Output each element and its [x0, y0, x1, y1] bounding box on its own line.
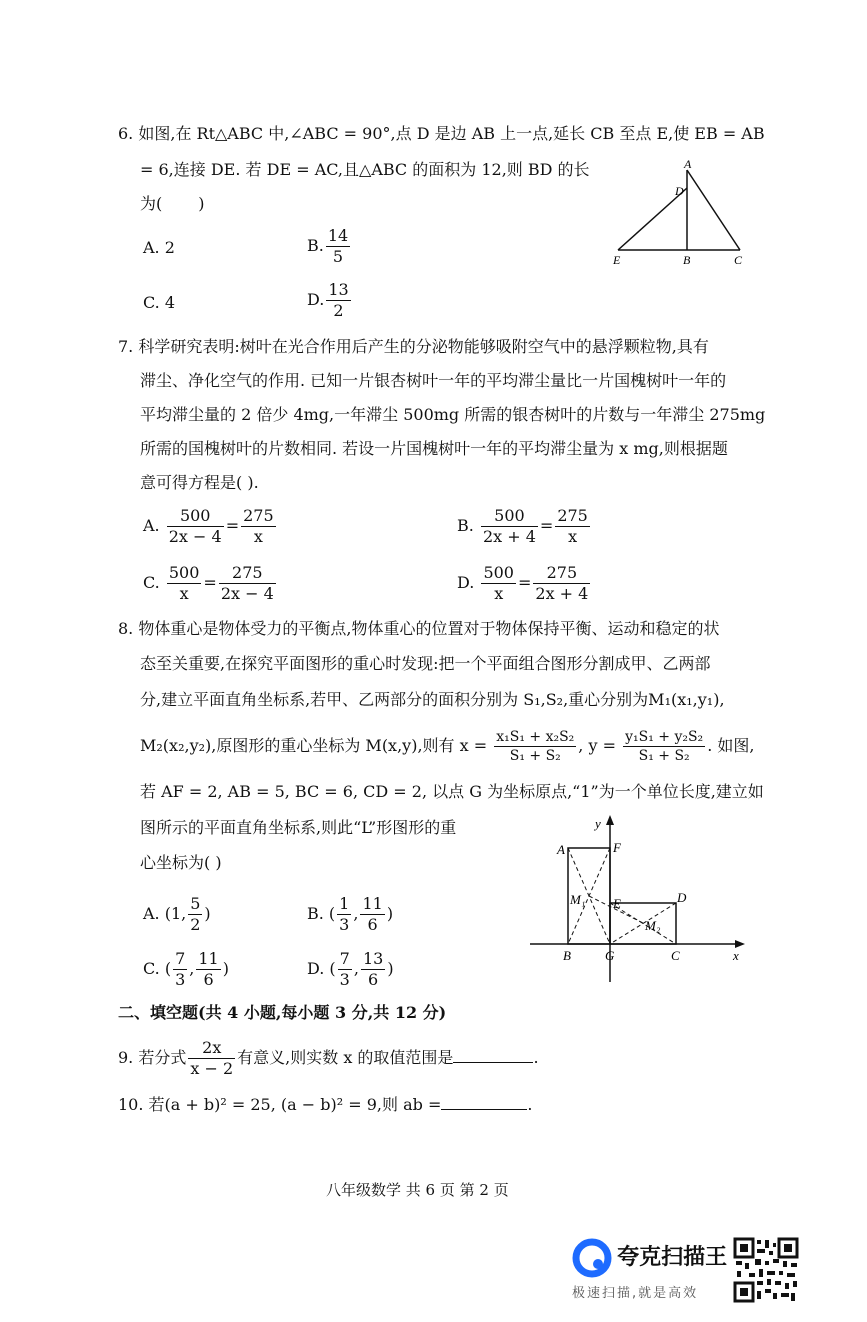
q6-option-b: B. $\frac{14}{5}$	[307, 226, 349, 266]
q8-line5: 若 AF = 2, AB = 5, BC = 6, CD = 2, 以点 G 为坐标原点,“1”为一个单位长度,建立如	[140, 782, 764, 801]
q8-label-e: E	[613, 896, 621, 911]
q7-line5: 意可得方程是( ).	[140, 473, 259, 492]
quark-logo-icon	[572, 1238, 612, 1278]
q8-label-d: D	[677, 890, 687, 905]
q6-label-b: B	[683, 253, 691, 267]
q6-option-a: A. 2	[143, 238, 175, 257]
q8-option-c: C. ( $\frac{7}{3}$ , $\frac{11}{6}$ )	[143, 949, 229, 989]
q8-line3: 分,建立平面直角坐标系,若甲、乙两部分的面积分别为 S₁,S₂,重心分别为M₁(x₁,y₁),	[140, 690, 725, 709]
q7-option-c: C. $\frac{500}{x}$ = $\frac{275}{2x - 4}$	[143, 563, 274, 603]
watermark-slogan: 极速扫描,就是高效	[572, 1286, 699, 1301]
q8-line4: M₂(x₂,y₂),原图形的重心坐标为 M(x,y),则有 x = $\frac{\text{x₁S₁ + x₂S₂}}{\text{S₁ + S₂}}$ , y = $\frac{\text{y₁S₁ + y₂S₂}}{\text{S₁ + S₂}}$ . 如图,	[140, 729, 755, 764]
q6-label-e: E	[613, 253, 621, 267]
q8-line6: 图所示的平面直角坐标系,则此“L”形图形的重	[140, 818, 457, 837]
q6-option-d: D. $\frac{13}{2}$	[307, 280, 349, 320]
q7-line4: 所需的国槐树叶的片数相同. 若设一片国槐树叶一年的平均滞尘量为 x mg,则根据题	[140, 439, 728, 458]
q7-option-a: A. $\frac{500}{2x - 4}$ = $\frac{275}{x}$	[143, 506, 274, 546]
q8-option-a: A. (1, $\frac{5}{2}$ )	[143, 894, 211, 934]
q8-line2: 态至关重要,在探究平面图形的重心时发现:把一个平面组合图形分割成甲、乙两部	[140, 654, 711, 673]
q7-option-b: B. $\frac{500}{2x + 4}$ = $\frac{275}{x}$	[457, 506, 588, 546]
q6-line2: = 6,连接 DE. 若 DE = AC,且△ABC 的面积为 12,则 BD 的长	[140, 160, 590, 179]
q6-option-c: C. 4	[143, 293, 176, 312]
q8-line1: 8. 物体重心是物体受力的平衡点,物体重心的位置对于物体保持平衡、运动和稳定的状	[118, 619, 720, 638]
q7-line3: 平均滞尘量的 2 倍少 4mg,一年滞尘 500mg 所需的银杏树叶的片数与一年滞尘 275mg	[140, 405, 766, 424]
q8-label-f: F	[613, 840, 621, 855]
q8-line7: 心坐标为( )	[140, 853, 222, 872]
q8-option-d: D. ( $\frac{7}{3}$ , $\frac{13}{6}$ )	[307, 949, 394, 989]
q6-label-d: D	[675, 184, 684, 198]
q8-label-m1: M₁	[570, 892, 586, 907]
q6-line3: 为( )	[140, 194, 205, 213]
q10: 10. 若(a + b)² = 25, (a − b)² = 9,则 ab = .	[118, 1095, 533, 1114]
q8-label-m2: M₂	[645, 918, 661, 933]
q8-label-a: A	[557, 842, 565, 857]
q6-label-a: A	[684, 158, 692, 171]
q8-axis-y-label: y	[595, 816, 601, 831]
q8-label-c: C	[671, 948, 680, 963]
q6-label-c: C	[734, 253, 743, 267]
q8-axis-x-label: x	[733, 948, 739, 963]
q7-line1: 7. 科学研究表明:树叶在光合作用后产生的分泌物能够吸附空气中的悬浮颗粒物,具有	[118, 337, 709, 356]
q8-label-g: G	[605, 948, 615, 963]
q9: 9. 若分式 $\frac{2x}{x - 2}$ 有意义,则实数 x 的取值范围是 .	[118, 1038, 539, 1078]
q7-line2: 滞尘、净化空气的作用. 已知一片银杏树叶一年的平均滞尘量比一片国槐树叶一年的	[140, 371, 727, 390]
q8-l-shape-figure	[525, 812, 755, 984]
watermark-brand: 夸克扫描王	[617, 1245, 728, 1270]
quark-watermark	[572, 1238, 727, 1278]
qr-code-icon	[733, 1237, 799, 1303]
q8-label-b: B	[563, 948, 571, 963]
q6-triangle-figure	[605, 158, 755, 270]
page-footer: 八年级数学 共 6 页 第 2 页	[326, 1181, 509, 1199]
q6-line1: 6. 如图,在 Rt△ABC 中,∠ABC = 90°,点 D 是边 AB 上一点,延长 CB 至点 E,使 EB = AB	[118, 124, 765, 143]
q7-option-d: D. $\frac{500}{x}$ = $\frac{275}{2x + 4}$	[457, 563, 589, 603]
q8-option-b: B. ( $\frac{1}{3}$ , $\frac{11}{6}$ )	[307, 894, 394, 934]
section2-title: 二、填空题(共 4 小题,每小题 3 分,共 12 分)	[118, 1003, 447, 1022]
